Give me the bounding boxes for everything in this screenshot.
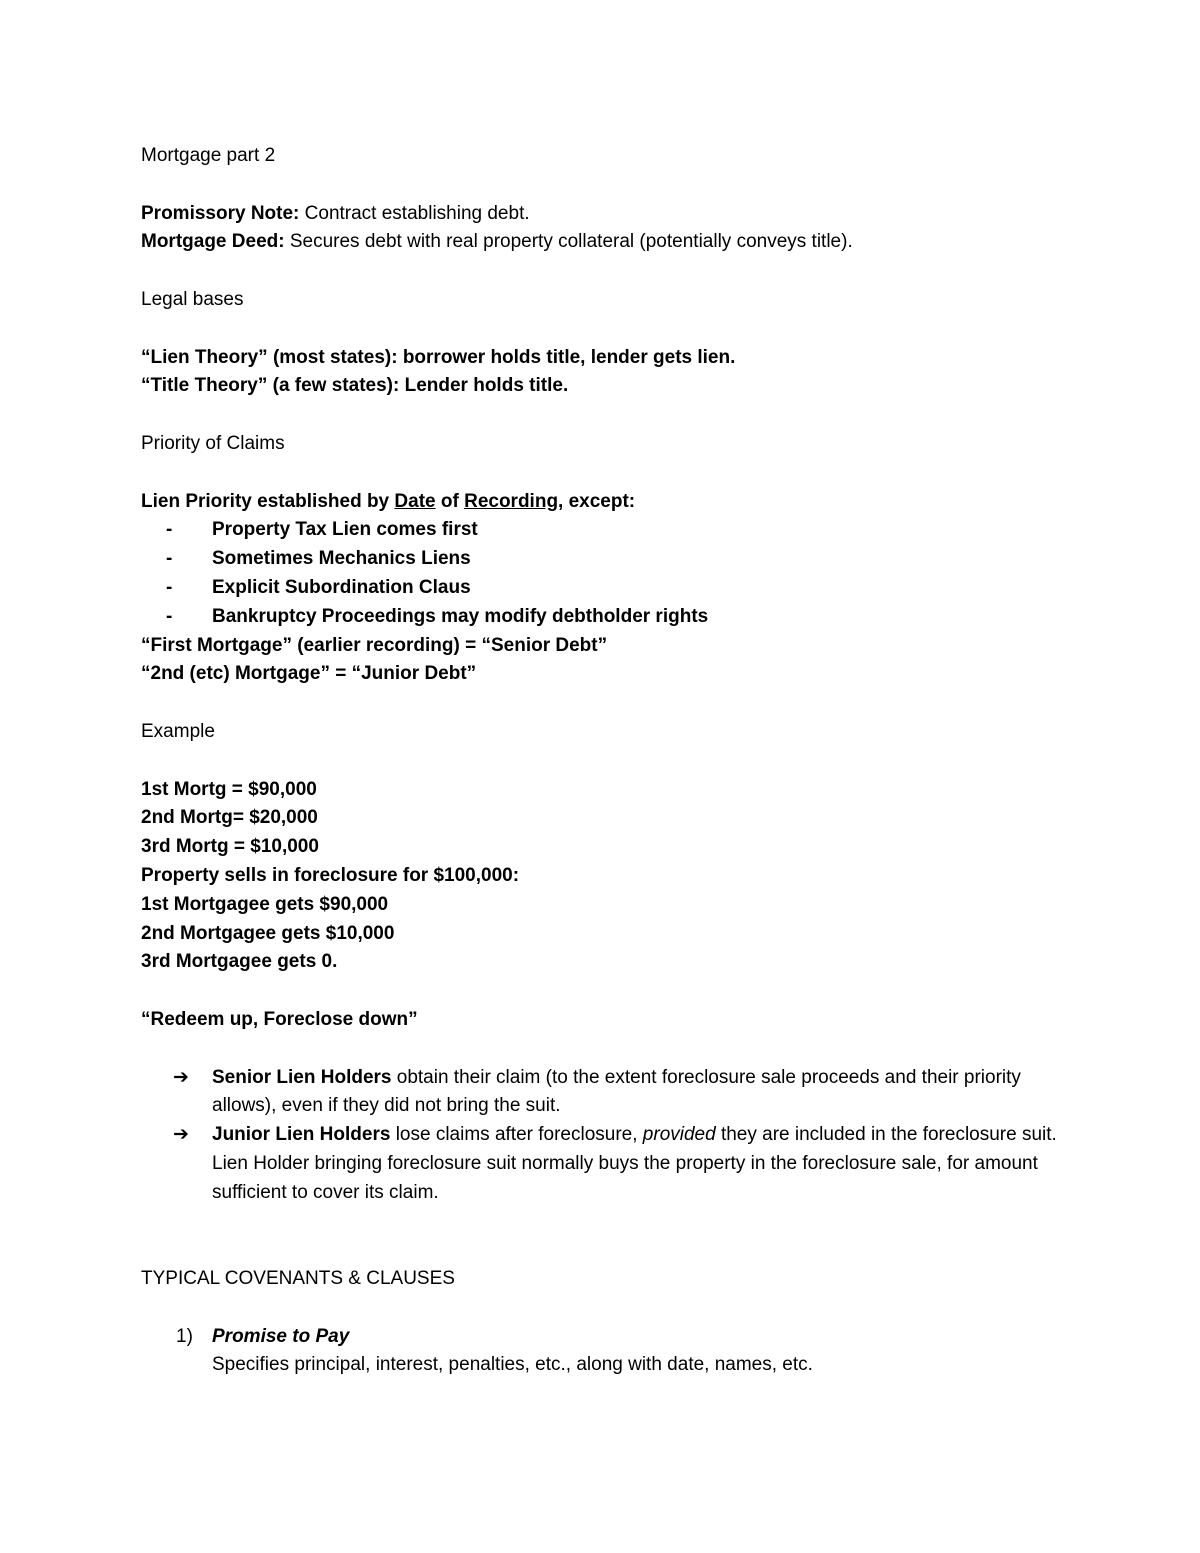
except-text: , except: [558,490,636,512]
example-line: Property sells in foreclosure for $100,000: [141,864,520,886]
spacer [141,689,1081,718]
numbered-item-promise-to-pay [141,1323,1081,1352]
list-item-exception [141,603,1081,632]
spacer [141,171,1081,200]
list-item-exception [141,574,1081,603]
page-title: Mortgage part 2 [141,145,276,166]
item-title: Promise to Pay [212,1325,350,1347]
junior-text-end: they are included in the foreclosure suit. [715,1124,1057,1146]
lien-priority-line [141,488,1081,517]
definition-promissory-note [141,200,1081,229]
spacer [141,315,1081,344]
arrow-item-junior [141,1121,1081,1150]
example-line: 1st Mortg = $90,000 [141,778,317,800]
date-word: Date [394,490,436,512]
definition-text: Secures debt with real property collateral (potentially conveys title). [284,231,853,253]
of-word: of [435,490,465,512]
spacer [141,459,1081,488]
provided-word: provided [642,1124,716,1146]
lien-priority-text: Lien Priority established by [141,490,395,512]
arrow-right-icon: ➔ [173,1124,189,1146]
item-number: 1) [176,1325,193,1347]
dash-bullet: - [166,548,173,570]
term-mortgage-deed: Mortgage Deed: [141,231,285,253]
dash-bullet: - [166,519,173,541]
lien-theory-line: “Lien Theory” (most states): borrower holds title, lender gets lien. [141,346,736,368]
spacer [141,1294,1081,1323]
second-mortgage-line: “2nd (etc) Mortgage” = “Junior Debt” [141,663,477,685]
arrow-right-icon: ➔ [173,1066,189,1088]
dash-bullet: - [166,576,173,598]
title-theory-line: “Title Theory” (a few states): Lender holds title. [141,375,569,397]
spacer [141,1035,1081,1064]
spacer [141,257,1081,286]
item-description: Specifies principal, interest, penalties, etc., along with date, names, etc. [212,1354,813,1376]
document-page [141,142,1081,1380]
redeem-slogan: “Redeem up, Foreclose down” [141,1008,418,1030]
spacer [141,747,1081,776]
dash-bullet: - [166,605,173,627]
section-heading-legal-bases: Legal bases [141,288,244,310]
term-promissory-note: Promissory Note: [141,202,300,224]
spacer [141,1207,1081,1236]
example-line: 3rd Mortgagee gets 0. [141,951,338,973]
list-item-exception [141,545,1081,574]
spacer [141,401,1081,430]
arrow-item-senior [141,1064,1081,1122]
list-item-text: Explicit Subordination Claus [212,576,471,598]
list-item-text: Sometimes Mechanics Liens [212,548,471,570]
section-heading-example: Example [141,720,215,742]
lien-holder-note: Lien Holder bringing foreclosure suit normally buys the property in the foreclosure sale, for amount sufficient to cover its claim. [212,1152,1038,1203]
definition-text: Contract establishing debt. [299,202,530,224]
spacer [141,1236,1081,1265]
list-item-text: Bankruptcy Proceedings may modify debtholder rights [212,605,709,627]
example-line: 3rd Mortg = $10,000 [141,836,319,858]
spacer [141,977,1081,1006]
section-heading-covenants: TYPICAL COVENANTS & CLAUSES [141,1268,455,1290]
example-line: 2nd Mortg= $20,000 [141,807,318,829]
definition-mortgage-deed [141,228,1081,257]
example-line: 2nd Mortgagee gets $10,000 [141,922,395,944]
senior-text: obtain their claim (to the extent foreclosure sale proceeds and their priority allows), even if they did not bring the suit. [212,1066,1021,1117]
list-item-exception [141,516,1081,545]
example-line: 1st Mortgagee gets $90,000 [141,893,389,915]
junior-term: Junior Lien Holders [212,1124,391,1146]
list-item-text: Property Tax Lien comes first [212,519,478,541]
section-heading-priority: Priority of Claims [141,432,285,454]
first-mortgage-line: “First Mortgage” (earlier recording) = “Senior Debt” [141,634,608,656]
recording-word: Recording [464,490,559,512]
senior-term: Senior Lien Holders [212,1066,392,1088]
junior-text: lose claims after foreclosure, [390,1124,643,1146]
